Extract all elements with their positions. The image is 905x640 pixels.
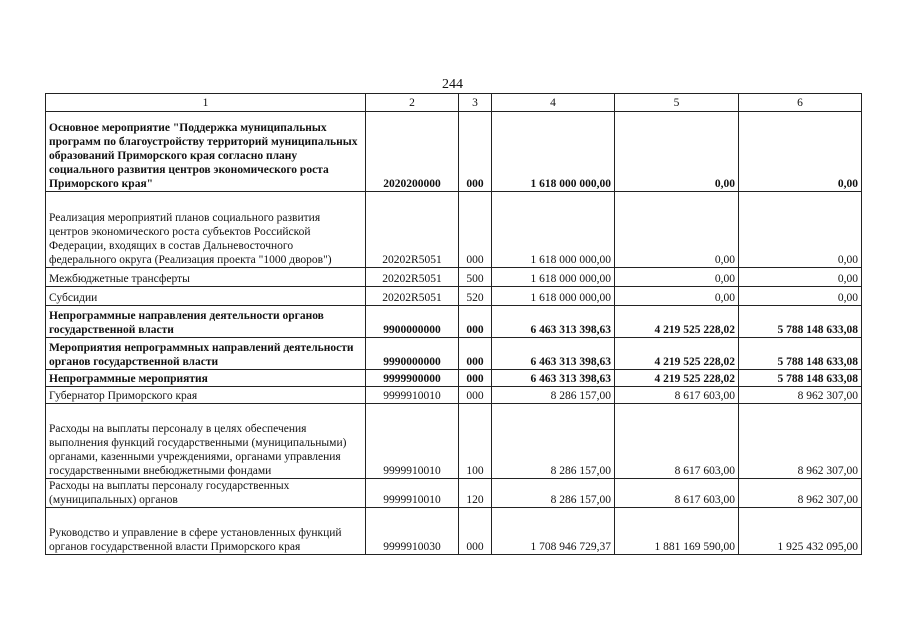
- header-cell-2: 2: [366, 94, 459, 112]
- row-2023-cell: 5 788 148 633,08: [739, 306, 862, 338]
- table-row: [46, 479, 862, 508]
- row-2023-cell: 0,00: [739, 268, 862, 287]
- row-2021-cell: 6 463 313 398,63: [492, 306, 615, 338]
- row-vr-cell: 100: [459, 404, 492, 479]
- row-csr-cell: 9999910010: [366, 404, 459, 479]
- row-vr-cell: 000: [459, 370, 492, 387]
- row-name-cell: Расходы на выплаты персоналу государственных (муниципальных) органов: [46, 479, 366, 508]
- row-2022-cell: 0,00: [615, 112, 739, 192]
- row-vr-cell: 000: [459, 112, 492, 192]
- row-csr-cell: 20202R5051: [366, 268, 459, 287]
- row-2021-cell: 1 618 000 000,00: [492, 268, 615, 287]
- row-2021-cell: 8 286 157,00: [492, 479, 615, 508]
- row-2021-cell: 1 618 000 000,00: [492, 112, 615, 192]
- row-2022-cell: 8 617 603,00: [615, 404, 739, 479]
- row-2021-cell: 1 618 000 000,00: [492, 192, 615, 268]
- table-row: [46, 192, 862, 268]
- row-2023-cell: 8 962 307,00: [739, 479, 862, 508]
- table-row: [46, 306, 862, 338]
- table-row: [46, 268, 862, 287]
- row-vr-cell: 000: [459, 508, 492, 555]
- row-name-cell: Непрограммные направления деятельности органов государственной власти: [46, 306, 366, 338]
- row-name-cell: Расходы на выплаты персоналу в целях обеспечения выполнения функций государственными (муниципальными) органами, казенными учреждениями, органами управления государственными внебюджетными фондами: [46, 404, 366, 479]
- row-2021-cell: 6 463 313 398,63: [492, 370, 615, 387]
- row-name-cell: Межбюджетные трансферты: [46, 268, 366, 287]
- row-name-cell: Мероприятия непрограммных направлений деятельности органов государственной власти: [46, 338, 366, 370]
- row-name-cell: Непрограммные мероприятия: [46, 370, 366, 387]
- row-csr-cell: 9999900000: [366, 370, 459, 387]
- row-2022-cell: 1 881 169 590,00: [615, 508, 739, 555]
- row-vr-cell: 500: [459, 268, 492, 287]
- table-row: [46, 370, 862, 387]
- row-vr-cell: 120: [459, 479, 492, 508]
- row-2022-cell: 0,00: [615, 192, 739, 268]
- row-csr-cell: 20202R5051: [366, 192, 459, 268]
- row-2022-cell: 0,00: [615, 268, 739, 287]
- row-vr-cell: 000: [459, 192, 492, 268]
- row-2022-cell: 8 617 603,00: [615, 479, 739, 508]
- table-row: [46, 338, 862, 370]
- row-name-cell: Губернатор Приморского края: [46, 387, 366, 404]
- row-vr-cell: 000: [459, 306, 492, 338]
- table-row: [46, 112, 862, 192]
- header-cell-5: 5: [615, 94, 739, 112]
- table-row: [46, 387, 862, 404]
- row-name-cell: Руководство и управление в сфере установленных функций органов государственной власти Приморского края: [46, 508, 366, 555]
- row-name-cell: Основное мероприятие "Поддержка муниципальных программ по благоустройству территорий муниципальных образований Приморского края согласно плану социального развития центров экономического роста Приморского края": [46, 112, 366, 192]
- row-vr-cell: 520: [459, 287, 492, 306]
- header-cell-1: 1: [46, 94, 366, 112]
- row-csr-cell: 9999910010: [366, 387, 459, 404]
- row-2022-cell: 4 219 525 228,02: [615, 306, 739, 338]
- row-2022-cell: 8 617 603,00: [615, 387, 739, 404]
- table-row: [46, 404, 862, 479]
- row-2021-cell: 1 708 946 729,37: [492, 508, 615, 555]
- budget-table: [45, 93, 862, 555]
- table-row: [46, 508, 862, 555]
- row-2023-cell: 1 925 432 095,00: [739, 508, 862, 555]
- row-name-cell: Реализация мероприятий планов социального развития центров экономического роста субъектов Российской Федерации, входящих в состав Дальневосточного федерального округа (Реализация проекта "1000 дворов"): [46, 192, 366, 268]
- row-2023-cell: 0,00: [739, 192, 862, 268]
- row-csr-cell: 2020200000: [366, 112, 459, 192]
- row-2021-cell: 8 286 157,00: [492, 404, 615, 479]
- header-cell-6: 6: [739, 94, 862, 112]
- row-2023-cell: 5 788 148 633,08: [739, 370, 862, 387]
- row-2022-cell: 0,00: [615, 287, 739, 306]
- row-2023-cell: 0,00: [739, 112, 862, 192]
- row-2021-cell: 6 463 313 398,63: [492, 338, 615, 370]
- page-number: 244: [442, 77, 463, 92]
- row-2023-cell: 8 962 307,00: [739, 387, 862, 404]
- row-2021-cell: 8 286 157,00: [492, 387, 615, 404]
- row-2022-cell: 4 219 525 228,02: [615, 370, 739, 387]
- row-name-cell: Субсидии: [46, 287, 366, 306]
- row-2021-cell: 1 618 000 000,00: [492, 287, 615, 306]
- row-csr-cell: 9999910010: [366, 479, 459, 508]
- row-csr-cell: 9999910030: [366, 508, 459, 555]
- row-csr-cell: 9900000000: [366, 306, 459, 338]
- row-csr-cell: 9990000000: [366, 338, 459, 370]
- table-row: [46, 287, 862, 306]
- header-cell-3: 3: [459, 94, 492, 112]
- table-header-row: [46, 94, 862, 112]
- row-csr-cell: 20202R5051: [366, 287, 459, 306]
- row-2023-cell: 5 788 148 633,08: [739, 338, 862, 370]
- row-2023-cell: 0,00: [739, 287, 862, 306]
- row-vr-cell: 000: [459, 338, 492, 370]
- row-2022-cell: 4 219 525 228,02: [615, 338, 739, 370]
- row-vr-cell: 000: [459, 387, 492, 404]
- row-2023-cell: 8 962 307,00: [739, 404, 862, 479]
- header-cell-4: 4: [492, 94, 615, 112]
